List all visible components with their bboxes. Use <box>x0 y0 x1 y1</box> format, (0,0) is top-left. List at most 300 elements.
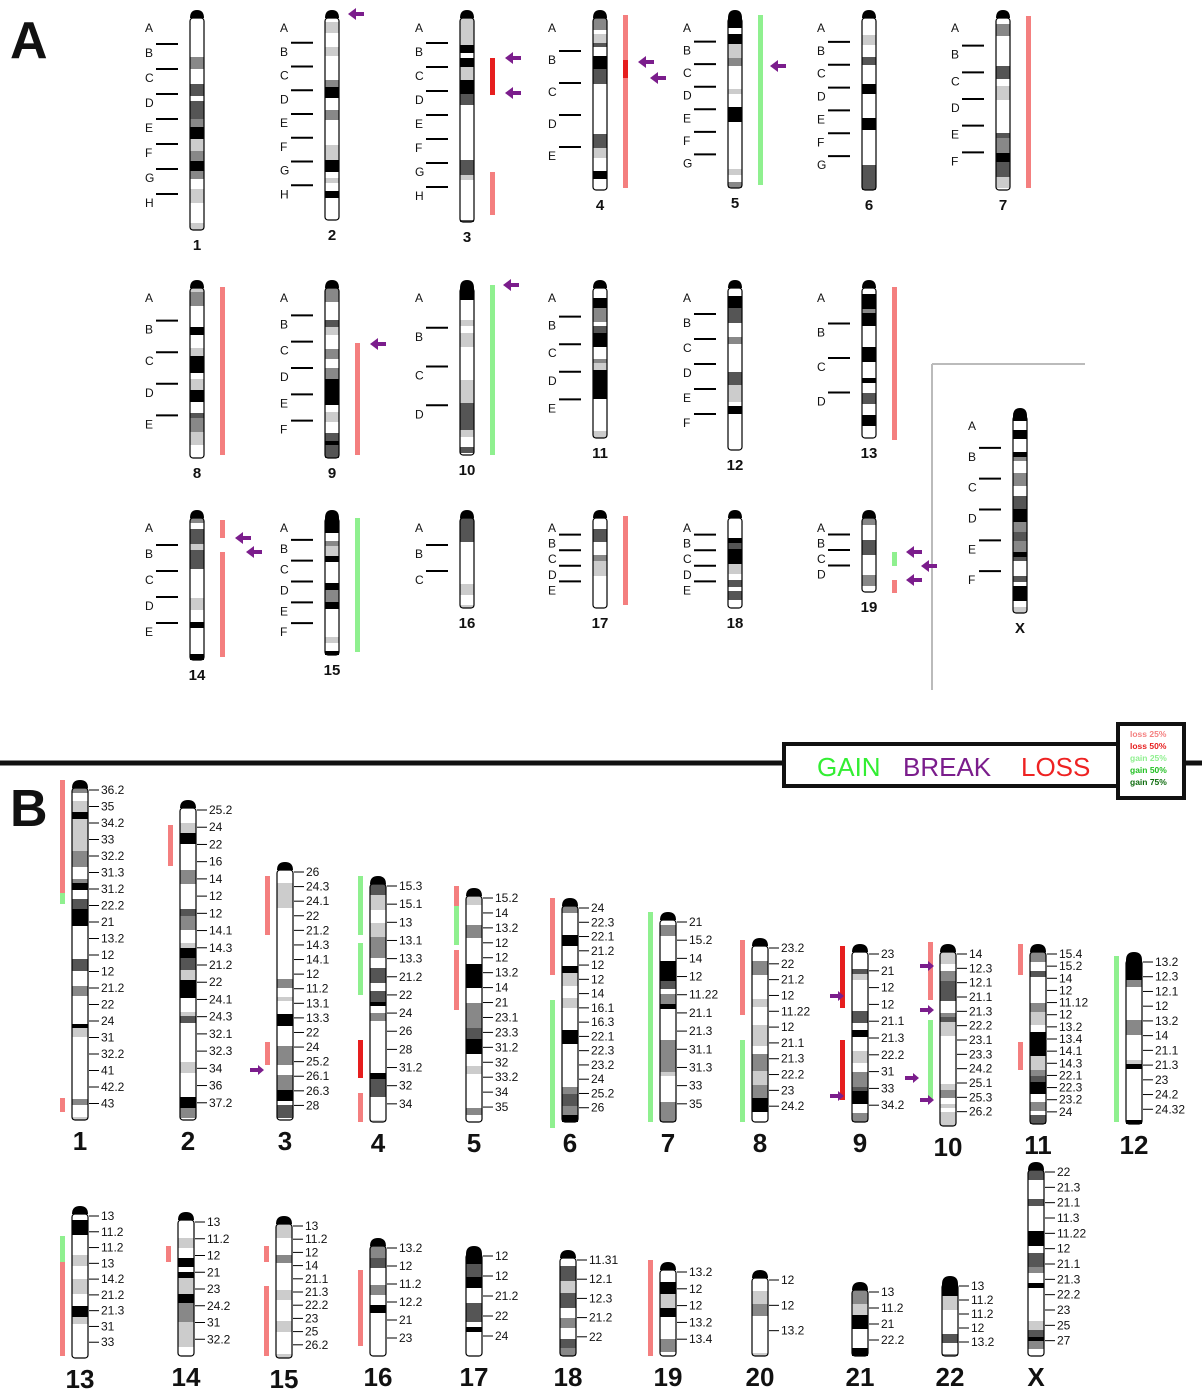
chromosome-band <box>728 395 742 402</box>
chromosome-band <box>862 575 876 586</box>
chromosome-band <box>996 133 1010 138</box>
band-label: 24 <box>1059 1104 1073 1119</box>
centromere-cap <box>593 280 607 288</box>
band-letter: E <box>817 112 826 127</box>
band-label: 22 <box>589 1329 603 1344</box>
chromosome-band <box>190 209 204 223</box>
chromosome-band <box>593 404 607 418</box>
chromosome-band <box>560 1328 576 1339</box>
chromosome-band <box>460 58 474 67</box>
chromosome-band <box>460 584 474 595</box>
chromosome-band <box>370 1021 386 1036</box>
chromosome-band <box>180 1016 196 1023</box>
band-label: 12 <box>1059 983 1073 998</box>
chromosome-band <box>277 1001 293 1014</box>
band-label: 42.2 <box>101 1080 125 1094</box>
chromosome-band <box>1030 952 1046 962</box>
chromosome-band <box>1030 1102 1046 1111</box>
chromosome-band <box>72 851 88 858</box>
chromosome-band <box>460 160 474 175</box>
band-label: 22.2 <box>1057 1287 1081 1302</box>
chromosome-band <box>1013 439 1027 452</box>
chromosome-band <box>862 374 876 378</box>
chromosome-band <box>178 1303 194 1318</box>
band-label: 21.1 <box>1057 1195 1081 1210</box>
copy-number-bar <box>740 940 745 1015</box>
chromosome-band <box>562 1094 578 1106</box>
chromosome-band <box>466 1100 482 1108</box>
break-arrow <box>250 1065 264 1075</box>
chromosome-band <box>277 908 293 912</box>
centromere-cap <box>562 898 578 906</box>
chromosome-band <box>752 1349 768 1353</box>
centromere-cap <box>996 10 1010 18</box>
chromosome-band <box>562 906 578 913</box>
chromosome-band <box>862 84 876 94</box>
band-letter: E <box>280 116 289 130</box>
chromosome-band <box>72 954 88 959</box>
chromosome-band <box>940 1059 956 1074</box>
chromosome-band <box>325 453 339 458</box>
band-label: 34.2 <box>881 1098 905 1113</box>
chromosome-band <box>466 905 482 911</box>
chromosome-band <box>560 1266 576 1281</box>
chromosome-band <box>180 808 196 823</box>
band-letter: D <box>817 89 826 104</box>
chromosome-band <box>1030 1056 1046 1070</box>
chromosome-band <box>562 935 578 946</box>
chromosome-number: 10 <box>933 1132 963 1162</box>
band-letter: C <box>817 360 826 374</box>
chromosome-band <box>940 1084 956 1090</box>
chromosome-band <box>660 1102 676 1114</box>
chromosome-band <box>466 964 482 974</box>
chromosome-band <box>370 1278 386 1285</box>
chromosome-band <box>466 896 482 905</box>
chromosome-band <box>190 119 204 127</box>
chromosome-band <box>370 1036 386 1041</box>
chromosome-band <box>660 1040 676 1050</box>
chromosome-band <box>996 100 1010 114</box>
band-letter: B <box>817 43 826 58</box>
chromosome-band <box>460 180 474 194</box>
band-letter: E <box>951 127 960 142</box>
copy-number-bar <box>490 285 495 455</box>
band-letter: D <box>683 567 692 582</box>
band-label: 21.1 <box>781 1035 805 1050</box>
chromosome-band <box>72 1008 88 1014</box>
band-label: 14 <box>495 905 509 920</box>
chromosome-band <box>325 288 339 302</box>
chromosome-band <box>593 542 607 549</box>
copy-number-bar <box>265 876 270 935</box>
chromosome-band <box>1028 1180 1044 1184</box>
chromosome-band <box>562 1087 578 1094</box>
band-label: 23.3 <box>969 1047 993 1062</box>
band-letter: B <box>548 53 557 67</box>
band-letter: B <box>817 325 826 340</box>
band-label: 31 <box>101 1030 115 1045</box>
band-label: 11.2 <box>101 1240 124 1255</box>
chromosome-band <box>593 134 607 142</box>
band-label: 12 <box>209 906 223 921</box>
copy-number-bar <box>550 898 555 975</box>
chromosome-band <box>562 986 578 998</box>
band-label: 11.22 <box>689 987 719 1002</box>
chromosome-band <box>466 1003 482 1016</box>
chromosome-band <box>180 884 196 895</box>
chromosome-band <box>180 1062 196 1073</box>
band-label: 21 <box>399 1313 413 1327</box>
chromosome-band <box>190 101 204 108</box>
chromosome-number: 11 <box>592 445 608 462</box>
chromosome-band <box>460 562 474 577</box>
band-label: 11.12 <box>1059 995 1089 1010</box>
chromosome-band <box>593 333 607 347</box>
chromosome-band <box>325 22 339 33</box>
chromosome-band <box>178 1294 194 1303</box>
band-label: 21.2 <box>101 1287 125 1302</box>
panel-a-chromosome-16 <box>415 510 475 632</box>
band-label: 23 <box>781 1083 795 1098</box>
band-label: 23 <box>1057 1303 1071 1317</box>
chromosome-band <box>370 968 386 983</box>
band-label: 23 <box>399 1331 413 1345</box>
chromosome-band <box>996 18 1010 24</box>
chromosome-band <box>940 992 956 1001</box>
chromosome-band <box>752 1034 768 1046</box>
chromosome-band <box>325 40 339 47</box>
chromosome-band <box>325 110 339 120</box>
chromosome-band <box>460 556 474 562</box>
chromosome-band <box>72 1076 88 1081</box>
band-label: 21.3 <box>969 1004 993 1019</box>
chromosome-band <box>72 832 88 839</box>
chromosome-band <box>996 138 1010 153</box>
band-label: 14.1 <box>306 952 330 967</box>
band-label: 12 <box>495 935 509 950</box>
centromere-cap <box>370 1238 386 1246</box>
band-label: 13.4 <box>689 1332 713 1347</box>
chromosome-band <box>862 518 876 525</box>
copy-number-bar <box>264 1246 269 1262</box>
panel-a-chromosome-17 <box>548 510 608 632</box>
band-label: 26.3 <box>306 1083 330 1098</box>
band-label: 13.2 <box>689 1315 713 1330</box>
chromosome-band <box>370 1246 386 1258</box>
band-letter: A <box>145 521 154 535</box>
chromosome-band <box>728 137 742 147</box>
chromosome-band <box>852 1304 868 1315</box>
chromosome-band <box>728 18 742 28</box>
chromosome-band <box>560 1339 576 1348</box>
centromere-cap <box>277 862 293 870</box>
chromosome-band <box>72 1266 88 1275</box>
break-arrow <box>906 574 922 586</box>
chromosome-band <box>190 544 204 550</box>
band-letter: C <box>683 552 692 567</box>
band-letter: C <box>280 343 289 358</box>
chromosome-band <box>1030 1094 1046 1102</box>
chromosome-band <box>752 1025 768 1034</box>
band-label: 31 <box>881 1064 895 1079</box>
band-label: 21.2 <box>209 958 233 972</box>
chromosome-band <box>728 543 742 549</box>
chromosome-band <box>180 943 196 948</box>
chromosome-band <box>660 1114 676 1122</box>
copy-number-bar <box>648 1260 653 1356</box>
panel-a-chromosome-6 <box>817 10 876 214</box>
band-label: 14.3 <box>1059 1056 1083 1071</box>
copy-number-bar <box>840 1040 845 1100</box>
chromosome-band <box>190 69 204 80</box>
chromosome-band <box>593 598 607 607</box>
band-letter: C <box>817 552 826 566</box>
centromere-cap <box>862 510 876 518</box>
chromosome-band <box>72 926 88 941</box>
chromosome-band <box>752 961 768 975</box>
band-letter: F <box>817 135 825 150</box>
chromosome-band <box>852 1104 868 1113</box>
band-label: 24.3 <box>209 1009 233 1024</box>
band-label: 14 <box>1059 971 1073 986</box>
chromosome-band <box>72 959 88 971</box>
band-label: 22.2 <box>781 1067 805 1082</box>
band-letter: D <box>817 567 826 582</box>
band-label: 21.1 <box>689 1005 713 1020</box>
band-label: 26.2 <box>969 1104 993 1119</box>
chromosome-band <box>325 349 339 359</box>
chromosome-band <box>370 910 386 923</box>
chromosome-band <box>660 989 676 994</box>
break-arrow <box>505 87 521 99</box>
panel-b-chromosome-8 <box>752 938 810 1158</box>
chromosome-band <box>852 1113 868 1122</box>
chromosome-band <box>325 445 339 453</box>
band-label: 25.2 <box>209 803 233 817</box>
band-label: 22.2 <box>305 1298 329 1313</box>
chromosome-band <box>466 1115 482 1120</box>
chromosome-band <box>466 1322 482 1327</box>
break-arrow <box>505 52 521 64</box>
panel-a-chromosome-9 <box>280 280 339 482</box>
band-label: 22.2 <box>881 1333 905 1347</box>
band-label: 25 <box>1057 1318 1071 1333</box>
chromosome-band <box>660 1091 676 1102</box>
chromosome-band <box>728 439 742 450</box>
chromosome-band <box>728 564 742 574</box>
chromosome-band <box>862 586 876 592</box>
band-letter: C <box>415 69 424 83</box>
band-label: 12 <box>495 950 509 965</box>
copy-number-bar <box>550 1000 555 1128</box>
chromosome-band <box>190 57 204 69</box>
band-letter: A <box>817 21 826 35</box>
chromosome-band <box>862 313 876 326</box>
chromosome-band <box>325 327 339 335</box>
panel-a-chromosome-8 <box>145 280 204 482</box>
chromosome-band <box>862 130 876 143</box>
band-label: 34 <box>209 1061 223 1076</box>
chromosome-band <box>562 1008 578 1023</box>
band-letter: D <box>415 93 424 107</box>
centromere-cap <box>466 1246 482 1254</box>
chromosome-band <box>466 974 482 988</box>
chromosome-band <box>1028 1267 1044 1273</box>
band-letter: B <box>145 322 154 337</box>
band-label: 36.2 <box>101 783 125 797</box>
band-letter: A <box>415 521 424 535</box>
band-label: 35 <box>495 1100 509 1115</box>
band-label: 15.1 <box>399 897 423 912</box>
chromosome-band <box>1013 496 1027 509</box>
chromosome-band <box>852 1290 868 1304</box>
band-label: 13.2 <box>495 965 519 980</box>
copy-number-bar <box>454 906 459 945</box>
chromosome-band <box>180 1083 196 1092</box>
chromosome-band <box>1126 1064 1142 1069</box>
chromosome-band <box>1028 1321 1044 1330</box>
chromosome-band <box>370 1268 386 1278</box>
chromosome-band <box>277 870 293 883</box>
chromosome-band <box>72 788 88 793</box>
chromosome-band <box>728 344 742 358</box>
chromosome-band <box>460 288 474 300</box>
band-label: 15.3 <box>399 879 423 893</box>
chromosome-band <box>593 171 607 179</box>
band-label: 22.2 <box>969 1018 993 1033</box>
band-letter: B <box>145 46 154 60</box>
break-arrow <box>770 60 786 72</box>
chromosome-band <box>1028 1337 1044 1341</box>
band-label: 32 <box>495 1055 509 1070</box>
chromosome-band <box>852 992 868 1000</box>
band-letter: A <box>683 291 692 305</box>
chromosome-band <box>72 1220 88 1235</box>
band-label: 14 <box>969 947 983 961</box>
chromosome-band <box>562 921 578 935</box>
centromere-cap <box>325 10 339 18</box>
band-letter: B <box>968 449 977 464</box>
chromosome-band <box>862 108 876 118</box>
chromosome-band <box>180 989 196 998</box>
chromosome-band <box>1028 1206 1044 1215</box>
chromosome-band <box>178 1267 194 1272</box>
chromosome-band <box>72 1001 88 1008</box>
chromosome-band <box>852 1030 868 1037</box>
chromosome-band <box>560 1318 576 1328</box>
chromosome-band <box>72 1095 88 1099</box>
chromosome-band <box>593 359 607 363</box>
chromosome-band <box>593 18 607 30</box>
band-label: 12 <box>207 1248 221 1263</box>
chromosome-band <box>190 348 204 356</box>
panel-b-chromosome-6 <box>562 898 615 1158</box>
chromosome-band <box>728 372 742 380</box>
chromosome-band <box>72 883 88 890</box>
band-label: 13 <box>101 1209 115 1223</box>
chromosome-band <box>325 368 339 379</box>
chromosome-band <box>325 302 339 307</box>
band-label: 21.3 <box>1057 1180 1081 1195</box>
chromosome-band <box>862 98 876 102</box>
chromosome-band <box>277 912 293 925</box>
panel-b-chromosome-22 <box>936 1276 995 1390</box>
chromosome-band <box>276 1300 292 1308</box>
chromosome-band <box>190 171 204 179</box>
band-letter: F <box>951 154 959 169</box>
chromosome-band <box>752 946 768 961</box>
band-label: 14 <box>1155 1028 1169 1043</box>
chromosome-band <box>940 981 956 992</box>
band-label: 12 <box>101 964 115 979</box>
chromosome-band <box>190 48 204 57</box>
chromosome-number: 16 <box>458 615 476 632</box>
chromosome-band <box>178 1272 194 1278</box>
chromosome-band <box>593 555 607 561</box>
chromosome-band <box>277 988 293 997</box>
chromosome-band <box>325 590 339 602</box>
band-label: 21.2 <box>591 943 615 958</box>
chromosome-number: 20 <box>745 1362 775 1390</box>
band-label: 31.3 <box>101 865 125 880</box>
chromosome-band <box>190 654 204 660</box>
chromosome-band <box>460 133 474 146</box>
band-letter: D <box>951 101 960 115</box>
chromosome-band <box>1028 1330 1044 1337</box>
chromosome-band <box>940 1108 956 1112</box>
chromosome-band <box>862 288 876 294</box>
band-letter: A <box>951 21 960 35</box>
chromosome-band <box>190 183 204 189</box>
chromosome-band <box>862 415 876 420</box>
band-letter: B <box>548 318 557 333</box>
centromere-cap <box>276 1216 292 1224</box>
chromosome-band <box>593 298 607 308</box>
band-letter: A <box>548 291 557 305</box>
chromosome-band <box>460 105 474 114</box>
band-letter: B <box>415 329 424 344</box>
chromosome-band <box>178 1229 194 1238</box>
chromosome-band <box>862 393 876 404</box>
band-label: 21.1 <box>1155 1043 1179 1058</box>
band-label: 22.2 <box>101 898 125 913</box>
chromosome-band <box>72 916 88 926</box>
chromosome-band <box>72 858 88 867</box>
chromosome-band <box>325 602 339 609</box>
chromosome-band <box>862 378 876 383</box>
chromosome-band <box>370 958 386 962</box>
band-letter: A <box>968 419 977 433</box>
chromosome-band <box>996 153 1010 162</box>
band-label: 13.2 <box>1155 1013 1179 1028</box>
band-letter: B <box>280 317 289 332</box>
chromosome-band <box>728 28 742 34</box>
chromosome-band <box>72 971 88 986</box>
band-label: 21 <box>495 995 509 1010</box>
band-letter: D <box>280 583 289 598</box>
chromosome-band <box>277 961 293 966</box>
chromosome-band <box>728 337 742 344</box>
chromosome-band <box>728 79 742 83</box>
chromosome-band <box>178 1248 194 1258</box>
copy-number-bar <box>265 1042 270 1065</box>
chromosome-band <box>72 1306 88 1317</box>
chromosome-band <box>1028 1283 1044 1288</box>
band-label: 41 <box>101 1063 115 1078</box>
centromere-cap <box>1030 944 1046 952</box>
chromosome-band <box>460 548 474 556</box>
